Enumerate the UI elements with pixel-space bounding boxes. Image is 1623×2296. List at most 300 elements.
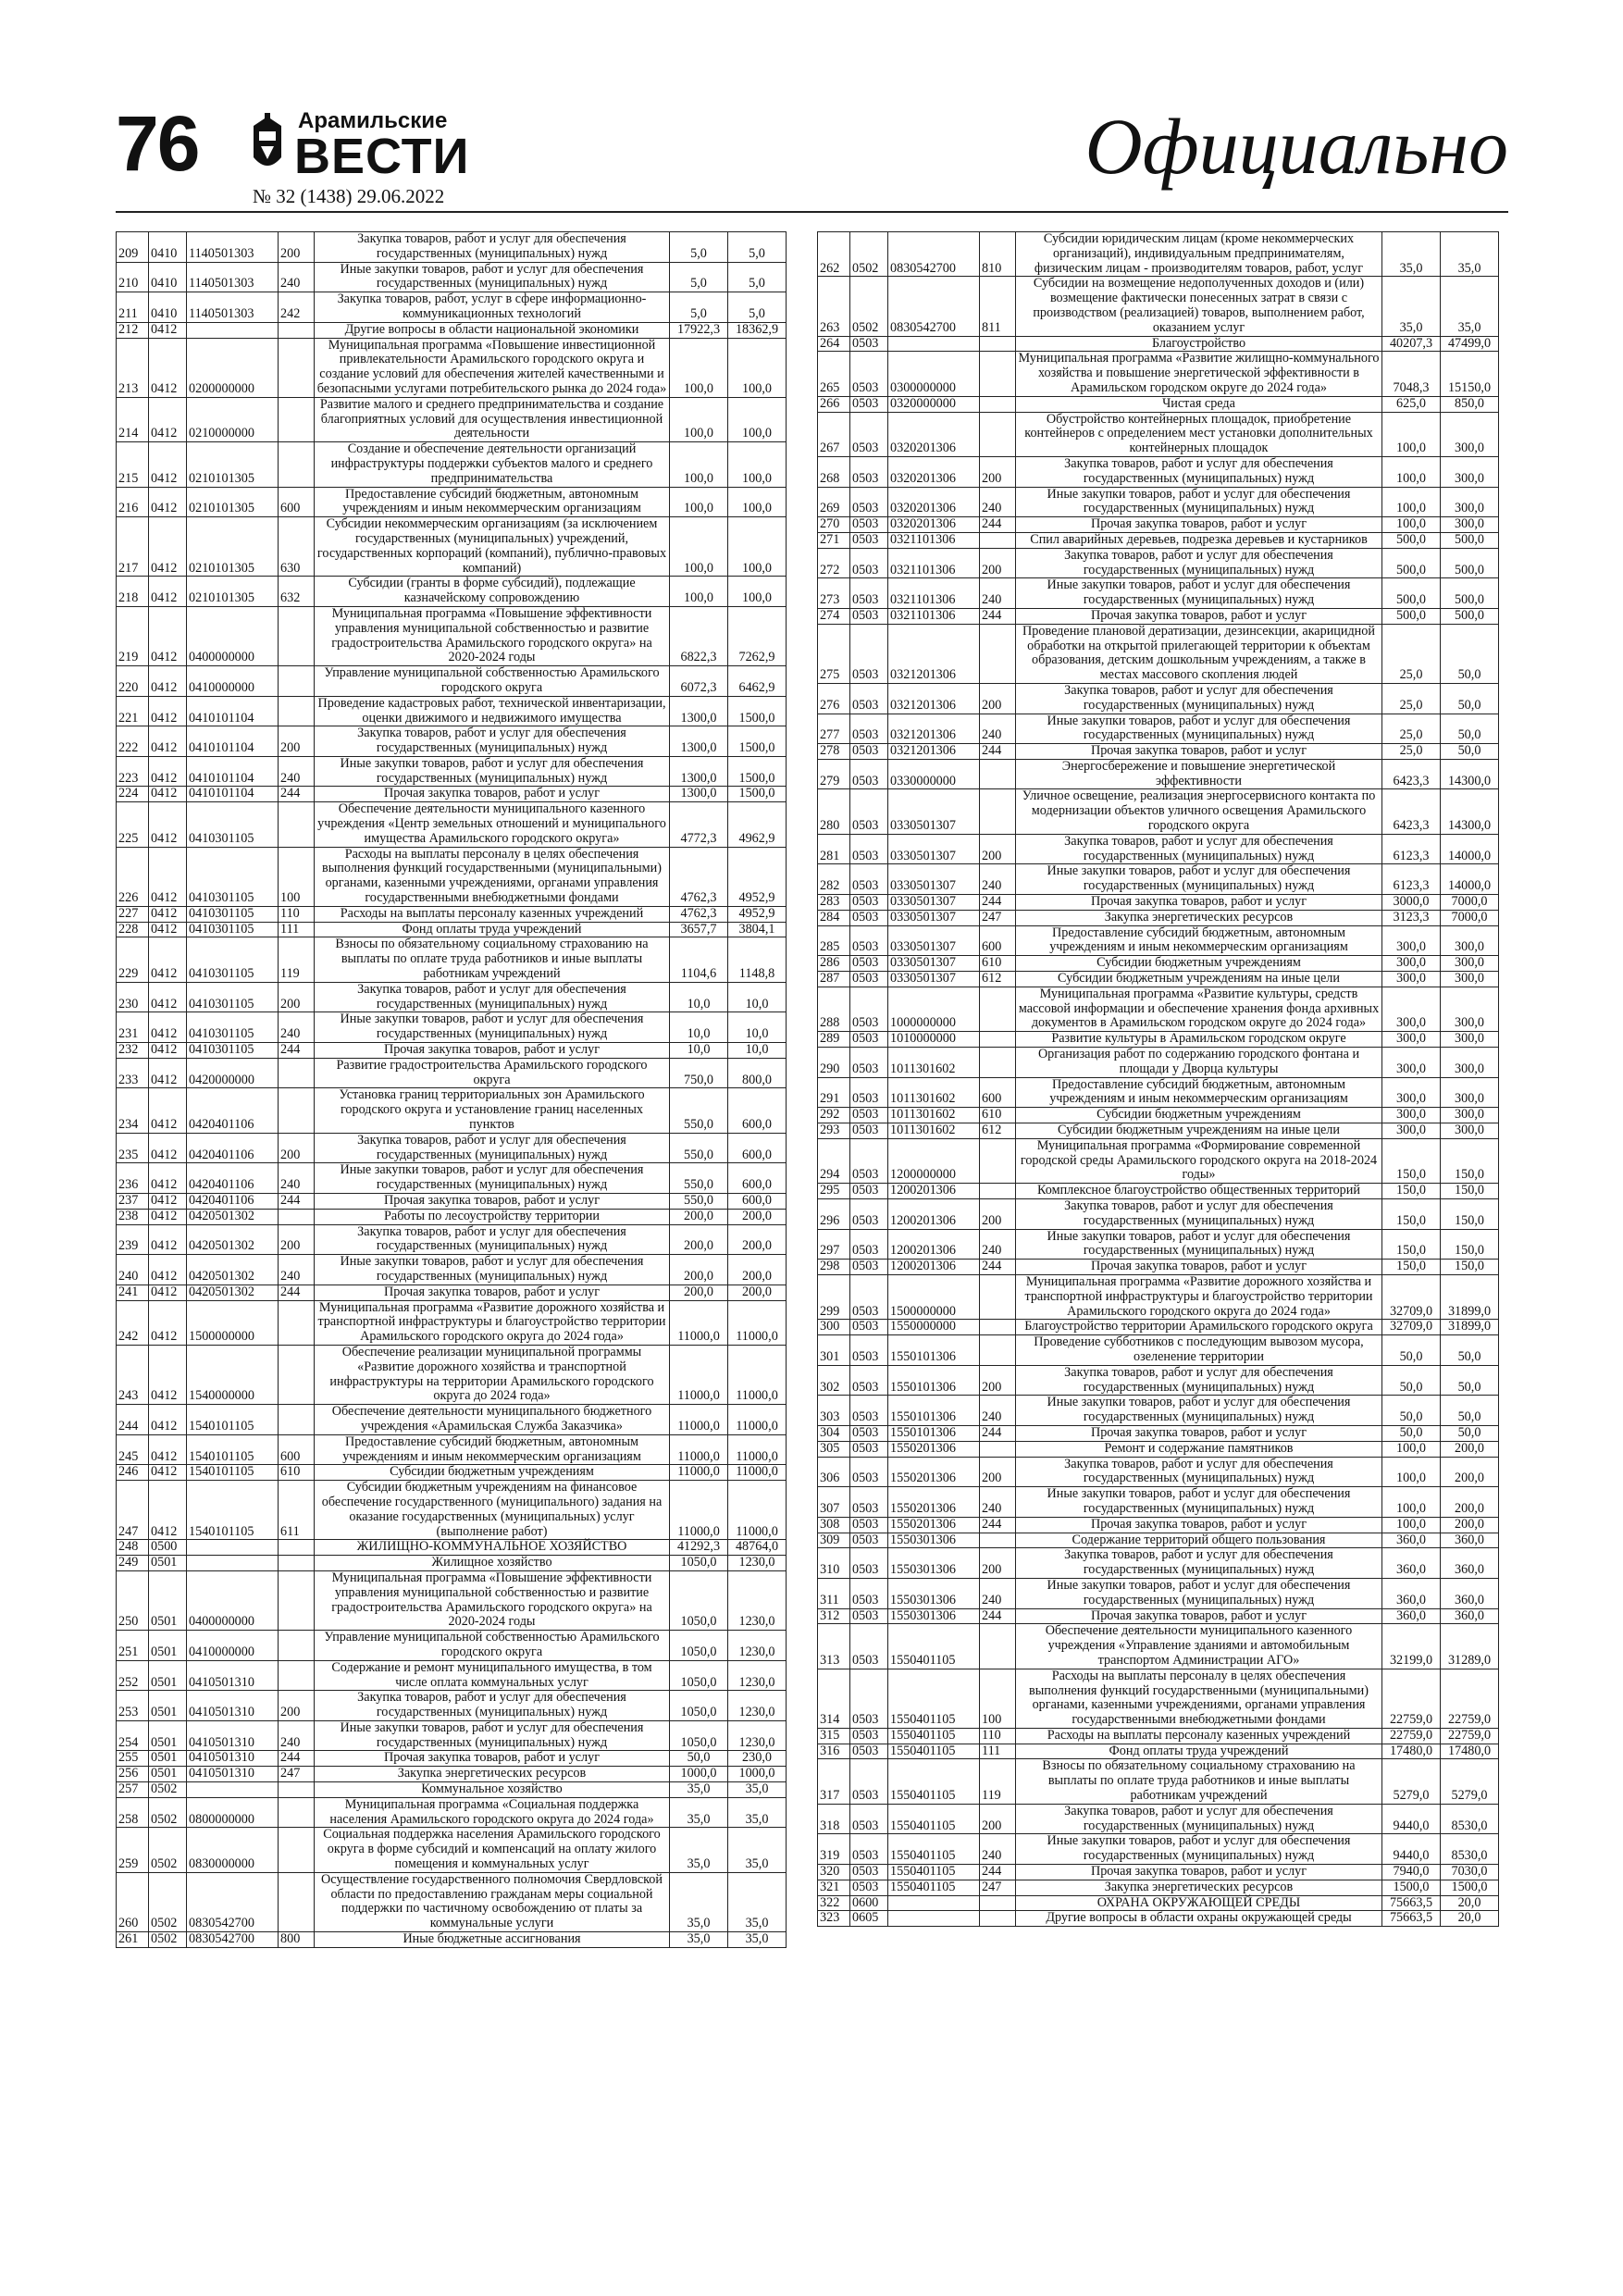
section-code: 0503 — [850, 1048, 888, 1078]
section-code: 0503 — [850, 1865, 888, 1880]
amount-2023: 100,0 — [1382, 1441, 1441, 1457]
amount-2024: 600,0 — [728, 1133, 787, 1163]
expense-type-code — [980, 1184, 1016, 1199]
expense-type-code: 610 — [980, 956, 1016, 972]
target-article-code: 1550201306 — [888, 1517, 980, 1533]
section-code: 0503 — [850, 1834, 888, 1865]
item-description: Иные закупки товаров, работ и услуг для обеспечения государственных (муниципальных) нужд — [1016, 1834, 1382, 1865]
amount-2024: 150,0 — [1441, 1229, 1499, 1260]
section-code: 0412 — [149, 666, 187, 697]
item-description: Обеспечение деятельности муниципального казенного учреждения «Центр земельных отношений и муниципального имущества Арамильского городского округа» — [315, 802, 670, 847]
row-number: 319 — [818, 1834, 850, 1865]
item-description: Прочая закупка товаров, работ и услуг — [1016, 744, 1382, 760]
section-code: 0502 — [149, 1932, 187, 1948]
amount-2023: 300,0 — [1382, 987, 1441, 1031]
item-description: Содержание и ремонт муниципального имущества, в том числе оплата коммунальных услуг — [315, 1660, 670, 1691]
target-article-code: 0830000000 — [187, 1828, 279, 1872]
item-description: Субсидии (гранты в форме субсидий), подлежащие казначейскому сопровождению — [315, 577, 670, 607]
item-description: Закупка энергетических ресурсов — [1016, 910, 1382, 925]
expense-type-code: 200 — [980, 1365, 1016, 1396]
amount-2023: 3123,3 — [1382, 910, 1441, 925]
table-row — [818, 1229, 1499, 1260]
amount-2024: 15150,0 — [1441, 352, 1499, 396]
row-number: 275 — [818, 624, 850, 683]
section-title: Официально — [1084, 102, 1508, 191]
amount-2024: 5,0 — [728, 232, 787, 263]
expense-type-code: 119 — [980, 1759, 1016, 1804]
row-number: 285 — [818, 925, 850, 956]
table-row — [117, 322, 787, 338]
amount-2024: 200,0 — [728, 1285, 787, 1300]
amount-2024: 35,0 — [728, 1932, 787, 1948]
section-code: 0412 — [149, 1481, 187, 1540]
table-row — [818, 1669, 1499, 1728]
row-number: 209 — [117, 232, 149, 263]
amount-2023: 100,0 — [670, 517, 728, 577]
row-number: 318 — [818, 1804, 850, 1834]
expense-type-code: 800 — [279, 1932, 315, 1948]
amount-2024: 11000,0 — [728, 1300, 787, 1345]
expense-type-code: 240 — [980, 487, 1016, 517]
page-header — [116, 100, 1508, 209]
target-article-code: 1000000000 — [888, 987, 980, 1031]
item-description: Уличное освещение, реализация энергосервисного контакта по модернизации объектов уличного освещения Арамильского городского округа — [1016, 789, 1382, 834]
target-article-code: 0420401106 — [187, 1133, 279, 1163]
table-row — [818, 1578, 1499, 1608]
table-row — [818, 864, 1499, 895]
amount-2023: 35,0 — [1382, 277, 1441, 336]
amount-2023: 150,0 — [1382, 1184, 1441, 1199]
expense-type-code — [980, 1335, 1016, 1366]
amount-2023: 10,0 — [670, 982, 728, 1012]
amount-2024: 50,0 — [1441, 1396, 1499, 1426]
row-number: 216 — [117, 487, 149, 517]
target-article-code: 0321201306 — [888, 744, 980, 760]
target-article-code: 1550401105 — [888, 1880, 980, 1895]
table-row — [818, 1199, 1499, 1230]
expense-type-code — [980, 412, 1016, 456]
target-article-code: 1550401105 — [888, 1624, 980, 1669]
amount-2024: 200,0 — [1441, 1441, 1499, 1457]
amount-2023: 11000,0 — [670, 1434, 728, 1465]
row-number: 322 — [818, 1895, 850, 1911]
section-code: 0412 — [149, 1058, 187, 1088]
table-row — [818, 352, 1499, 396]
section-code: 0412 — [149, 802, 187, 847]
target-article-code: 1200201306 — [888, 1229, 980, 1260]
amount-2024: 5279,0 — [1441, 1759, 1499, 1804]
row-number: 257 — [117, 1782, 149, 1798]
amount-2024: 5,0 — [728, 262, 787, 292]
section-code: 0412 — [149, 1224, 187, 1255]
table-row — [818, 1804, 1499, 1834]
amount-2023: 6822,3 — [670, 606, 728, 665]
amount-2023: 100,0 — [1382, 1457, 1441, 1487]
amount-2024: 50,0 — [1441, 1425, 1499, 1441]
table-row — [117, 1540, 787, 1556]
section-code: 0503 — [850, 683, 888, 714]
table-row — [818, 1624, 1499, 1669]
amount-2024: 200,0 — [1441, 1517, 1499, 1533]
item-description: Закупка товаров, работ и услуг для обеспечения государственных (муниципальных) нужд — [315, 1224, 670, 1255]
amount-2024: 300,0 — [1441, 1123, 1499, 1139]
item-description: Прочая закупка товаров, работ и услуг — [1016, 1865, 1382, 1880]
expense-type-code: 612 — [980, 1123, 1016, 1139]
amount-2023: 10,0 — [670, 1012, 728, 1043]
table-row — [818, 972, 1499, 987]
section-code: 0410 — [149, 292, 187, 323]
amount-2024: 100,0 — [728, 397, 787, 441]
section-code: 0412 — [149, 487, 187, 517]
amount-2024: 600,0 — [728, 1163, 787, 1194]
target-article-code: 0420501302 — [187, 1285, 279, 1300]
row-number: 260 — [117, 1872, 149, 1931]
amount-2023: 200,0 — [670, 1224, 728, 1255]
amount-2023: 7940,0 — [1382, 1865, 1441, 1880]
amount-2024: 35,0 — [728, 1797, 787, 1828]
amount-2023: 300,0 — [1382, 1048, 1441, 1078]
section-code: 0503 — [850, 1396, 888, 1426]
expense-type-code: 200 — [980, 834, 1016, 864]
amount-2024: 360,0 — [1441, 1533, 1499, 1548]
item-description: Закупка товаров, работ и услуг для обеспечения государственных (муниципальных) нужд — [1016, 1365, 1382, 1396]
target-article-code: 1540101105 — [187, 1405, 279, 1435]
amount-2024: 11000,0 — [728, 1405, 787, 1435]
target-article-code — [187, 1540, 279, 1556]
item-description: Субсидии бюджетным учреждениям — [1016, 956, 1382, 972]
amount-2024: 1230,0 — [728, 1691, 787, 1721]
row-number: 310 — [818, 1548, 850, 1579]
section-code: 0412 — [149, 1163, 187, 1194]
target-article-code: 0830542700 — [888, 277, 980, 336]
row-number: 251 — [117, 1631, 149, 1661]
section-code: 0502 — [149, 1872, 187, 1931]
amount-2023: 1000,0 — [670, 1767, 728, 1782]
amount-2023: 100,0 — [670, 487, 728, 517]
row-number: 283 — [818, 895, 850, 911]
table-row — [117, 1133, 787, 1163]
amount-2024: 31899,0 — [1441, 1320, 1499, 1335]
row-number: 236 — [117, 1163, 149, 1194]
target-article-code — [888, 1911, 980, 1927]
amount-2024: 1148,8 — [728, 937, 787, 982]
row-number: 222 — [117, 726, 149, 757]
item-description: Другие вопросы в области национальной экономики — [315, 322, 670, 338]
item-description: Социальная поддержка населения Арамильского городского округа в форме субсидий и компенсаций на оплату жилого помещения и коммунальных услуг — [315, 1828, 670, 1872]
expense-type-code — [980, 1032, 1016, 1048]
target-article-code: 0830542700 — [888, 232, 980, 277]
target-article-code: 1500000000 — [187, 1300, 279, 1345]
amount-2023: 550,0 — [670, 1088, 728, 1133]
target-article-code: 1540101105 — [187, 1434, 279, 1465]
row-number: 242 — [117, 1300, 149, 1345]
amount-2024: 8530,0 — [1441, 1834, 1499, 1865]
table-row — [117, 517, 787, 577]
item-description: Расходы на выплаты персоналу казенных учреждений — [1016, 1728, 1382, 1744]
amount-2023: 1050,0 — [670, 1570, 728, 1630]
table-row — [117, 1872, 787, 1931]
expense-type-code: 244 — [279, 1043, 315, 1059]
row-number: 214 — [117, 397, 149, 441]
row-number: 240 — [117, 1255, 149, 1285]
table-row — [818, 1533, 1499, 1548]
target-article-code: 0410501310 — [187, 1660, 279, 1691]
amount-2024: 11000,0 — [728, 1345, 787, 1404]
item-description: Проведение кадастровых работ, технической инвентаризации, оценки движимого и недвижимого имущества — [315, 696, 670, 726]
table-row — [818, 608, 1499, 624]
amount-2024: 1230,0 — [728, 1660, 787, 1691]
item-description: Иные закупки товаров, работ и услуг для обеспечения государственных (муниципальных) нужд — [1016, 487, 1382, 517]
amount-2024: 200,0 — [1441, 1487, 1499, 1518]
target-article-code: 1550201306 — [888, 1487, 980, 1518]
amount-2023: 5,0 — [670, 292, 728, 323]
row-number: 277 — [818, 714, 850, 744]
amount-2023: 1050,0 — [670, 1660, 728, 1691]
expense-type-code — [279, 322, 315, 338]
expense-type-code: 200 — [980, 1804, 1016, 1834]
amount-2024: 20,0 — [1441, 1895, 1499, 1911]
item-description: Закупка товаров, работ и услуг для обеспечения государственных (муниципальных) нужд — [1016, 1199, 1382, 1230]
section-code: 0503 — [850, 925, 888, 956]
amount-2024: 47499,0 — [1441, 336, 1499, 352]
table-row — [818, 1759, 1499, 1804]
section-code: 0412 — [149, 982, 187, 1012]
amount-2024: 14300,0 — [1441, 759, 1499, 789]
amount-2024: 5,0 — [728, 292, 787, 323]
row-number: 296 — [818, 1199, 850, 1230]
row-number: 273 — [818, 578, 850, 609]
amount-2023: 100,0 — [1382, 1487, 1441, 1518]
expense-type-code — [279, 1405, 315, 1435]
right-column — [817, 231, 1499, 1927]
amount-2023: 150,0 — [1382, 1260, 1441, 1275]
table-row — [117, 1088, 787, 1133]
logo-line2: ВЕСТИ — [294, 129, 470, 184]
row-number: 293 — [818, 1123, 850, 1139]
amount-2024: 360,0 — [1441, 1578, 1499, 1608]
expense-type-code: 244 — [279, 787, 315, 802]
row-number: 253 — [117, 1691, 149, 1721]
section-code: 0503 — [850, 1759, 888, 1804]
target-article-code — [187, 322, 279, 338]
amount-2023: 750,0 — [670, 1058, 728, 1088]
item-description: Субсидии бюджетным учреждениям — [1016, 1108, 1382, 1123]
row-number: 256 — [117, 1767, 149, 1782]
item-description: Субсидии на возмещение недополученных доходов и (или) возмещение фактически понесенных затрат в связи с производством (реализацией) товаров, выполнением работ, оказанием услуг — [1016, 277, 1382, 336]
row-number: 307 — [818, 1487, 850, 1518]
item-description: Муниципальная программа «Развитие культуры, средств массовой информации и обеспечение хранения фонда архивных документов в Арамильском городском округе до 2024 года» — [1016, 987, 1382, 1031]
expense-type-code: 610 — [279, 1465, 315, 1481]
amount-2023: 500,0 — [1382, 578, 1441, 609]
amount-2023: 50,0 — [1382, 1335, 1441, 1366]
section-code: 0412 — [149, 1088, 187, 1133]
expense-type-code: 119 — [279, 937, 315, 982]
item-description: Закупка товаров, работ и услуг для обеспечения государственных (муниципальных) нужд — [1016, 1548, 1382, 1579]
amount-2023: 6423,3 — [1382, 759, 1441, 789]
expense-type-code: 600 — [279, 487, 315, 517]
target-article-code: 1550201306 — [888, 1457, 980, 1487]
amount-2023: 10,0 — [670, 1043, 728, 1059]
row-number: 284 — [818, 910, 850, 925]
table-row — [818, 412, 1499, 456]
target-article-code: 1550401105 — [888, 1728, 980, 1744]
table-row — [117, 802, 787, 847]
amount-2024: 10,0 — [728, 1043, 787, 1059]
expense-type-code — [980, 1138, 1016, 1183]
item-description: Благоустройство — [1016, 336, 1382, 352]
amount-2023: 41292,3 — [670, 1540, 728, 1556]
target-article-code: 0321101306 — [888, 578, 980, 609]
amount-2024: 300,0 — [1441, 1032, 1499, 1048]
amount-2024: 35,0 — [1441, 277, 1499, 336]
row-number: 247 — [117, 1481, 149, 1540]
row-number: 258 — [117, 1797, 149, 1828]
amount-2024: 7262,9 — [728, 606, 787, 665]
expense-type-code — [279, 338, 315, 397]
amount-2023: 11000,0 — [670, 1300, 728, 1345]
table-row — [117, 787, 787, 802]
table-row — [117, 1631, 787, 1661]
item-description: Предоставление субсидий бюджетным, автономным учреждениям и иным некоммерческим организациям — [315, 1434, 670, 1465]
table-row — [818, 456, 1499, 487]
target-article-code: 0420401106 — [187, 1088, 279, 1133]
target-article-code: 0420401106 — [187, 1163, 279, 1194]
item-description: Закупка товаров, работ и услуг для обеспечения государственных (муниципальных) нужд — [315, 1133, 670, 1163]
expense-type-code — [980, 396, 1016, 412]
item-description: Расходы на выплаты персоналу в целях обеспечения выполнения функций государственными (муниципальными) органами, казенными учреждениями, органами управления государственными внебюджетными фондами — [315, 847, 670, 906]
section-code: 0503 — [850, 1425, 888, 1441]
row-number: 279 — [818, 759, 850, 789]
table-row — [818, 789, 1499, 834]
section-code: 0503 — [850, 624, 888, 683]
amount-2023: 100,0 — [1382, 517, 1441, 533]
row-number: 316 — [818, 1744, 850, 1759]
amount-2024: 7000,0 — [1441, 895, 1499, 911]
amount-2024: 500,0 — [1441, 532, 1499, 548]
table-row — [818, 1880, 1499, 1895]
item-description: Иные закупки товаров, работ и услуг для обеспечения государственных (муниципальных) нужд — [315, 756, 670, 787]
expense-type-code: 111 — [980, 1744, 1016, 1759]
table-row — [818, 1108, 1499, 1123]
target-article-code: 0321101306 — [888, 532, 980, 548]
expense-type-code — [279, 1209, 315, 1224]
row-number: 228 — [117, 922, 149, 937]
section-code: 0503 — [850, 895, 888, 911]
section-code: 0412 — [149, 338, 187, 397]
section-code: 0503 — [850, 789, 888, 834]
item-description: Проведение плановой дератизации, дезинсекции, акарицидной обработки на открытой прилегающей территории к объектам образования, детским дошкольным учреждениям, а также в местах массового скопления людей — [1016, 624, 1382, 683]
amount-2024: 35,0 — [728, 1782, 787, 1798]
amount-2023: 50,0 — [1382, 1365, 1441, 1396]
expense-type-code: 110 — [980, 1728, 1016, 1744]
item-description: Спил аварийных деревьев, подрезка деревьев и кустарников — [1016, 532, 1382, 548]
amount-2024: 11000,0 — [728, 1481, 787, 1540]
table-row — [818, 1487, 1499, 1518]
item-description: Иные закупки товаров, работ и услуг для обеспечения государственных (муниципальных) нужд — [315, 262, 670, 292]
expense-type-code — [279, 1782, 315, 1798]
amount-2024: 300,0 — [1441, 412, 1499, 456]
target-article-code: 0320201306 — [888, 412, 980, 456]
expense-type-code: 611 — [279, 1481, 315, 1540]
amount-2023: 17480,0 — [1382, 1744, 1441, 1759]
table-row — [818, 759, 1499, 789]
section-code: 0412 — [149, 1133, 187, 1163]
table-row — [117, 1285, 787, 1300]
section-code: 0503 — [850, 1138, 888, 1183]
expense-type-code — [279, 802, 315, 847]
expense-type-code — [279, 1300, 315, 1345]
table-row — [117, 1932, 787, 1948]
amount-2024: 100,0 — [728, 577, 787, 607]
amount-2024: 300,0 — [1441, 987, 1499, 1031]
row-number: 311 — [818, 1578, 850, 1608]
table-row — [818, 1548, 1499, 1579]
table-row — [818, 1274, 1499, 1319]
expense-type-code: 200 — [279, 1133, 315, 1163]
section-code: 0412 — [149, 1300, 187, 1345]
table-row — [818, 532, 1499, 548]
item-description: Развитие градостроительства Арамильского городского округа — [315, 1058, 670, 1088]
row-number: 313 — [818, 1624, 850, 1669]
target-article-code: 0330501307 — [888, 972, 980, 987]
section-code: 0503 — [850, 1335, 888, 1366]
section-code: 0503 — [850, 548, 888, 578]
expense-type-code: 247 — [279, 1767, 315, 1782]
row-number: 287 — [818, 972, 850, 987]
section-code: 0412 — [149, 906, 187, 922]
amount-2023: 11000,0 — [670, 1465, 728, 1481]
table-row — [818, 744, 1499, 760]
target-article-code — [187, 1556, 279, 1571]
table-row — [818, 1365, 1499, 1396]
amount-2023: 300,0 — [1382, 972, 1441, 987]
table-row — [117, 338, 787, 397]
amount-2024: 230,0 — [728, 1751, 787, 1767]
section-code: 0410 — [149, 232, 187, 263]
table-row — [117, 262, 787, 292]
section-code: 0412 — [149, 1209, 187, 1224]
target-article-code — [888, 1895, 980, 1911]
expense-type-code: 100 — [279, 847, 315, 906]
item-description: Жилищное хозяйство — [315, 1556, 670, 1571]
amount-2023: 550,0 — [670, 1163, 728, 1194]
table-row — [818, 1728, 1499, 1744]
row-number: 297 — [818, 1229, 850, 1260]
row-number: 306 — [818, 1457, 850, 1487]
row-number: 231 — [117, 1012, 149, 1043]
section-code: 0503 — [850, 1229, 888, 1260]
amount-2024: 500,0 — [1441, 548, 1499, 578]
target-article-code: 0400000000 — [187, 1570, 279, 1630]
item-description: Муниципальная программа «Развитие дорожного хозяйства и транспортной инфраструктуры и благоустройство территории Арамильского городского округа до 2024 года» — [1016, 1274, 1382, 1319]
target-article-code: 0330501307 — [888, 910, 980, 925]
amount-2023: 1300,0 — [670, 726, 728, 757]
row-number: 246 — [117, 1465, 149, 1481]
amount-2023: 32199,0 — [1382, 1624, 1441, 1669]
table-row — [117, 397, 787, 441]
expense-type-code: 244 — [279, 1285, 315, 1300]
table-row — [818, 1457, 1499, 1487]
section-code: 0503 — [850, 759, 888, 789]
item-description: Муниципальная программа «Повышение эффективности управления муниципальной собственностью и развитие градостроительства Арамильского городского округа» на 2020-2024 годы — [315, 1570, 670, 1630]
item-description: Закупка товаров, работ и услуг для обеспечения государственных (муниципальных) нужд — [1016, 1457, 1382, 1487]
row-number: 264 — [818, 336, 850, 352]
target-article-code: 0200000000 — [187, 338, 279, 397]
amount-2023: 300,0 — [1382, 1108, 1441, 1123]
item-description: Развитие малого и среднего предпринимательства и создание благоприятных условий для осуществления инвестиционной деятельности — [315, 397, 670, 441]
item-description: Муниципальная программа «Повышение инвестиционной привлекательности Арамильского городского округа и создание условий для обеспечения жителей качественными и безопасными услугами потребительского рынка до 2024 года» — [315, 338, 670, 397]
expense-type-code — [279, 1088, 315, 1133]
